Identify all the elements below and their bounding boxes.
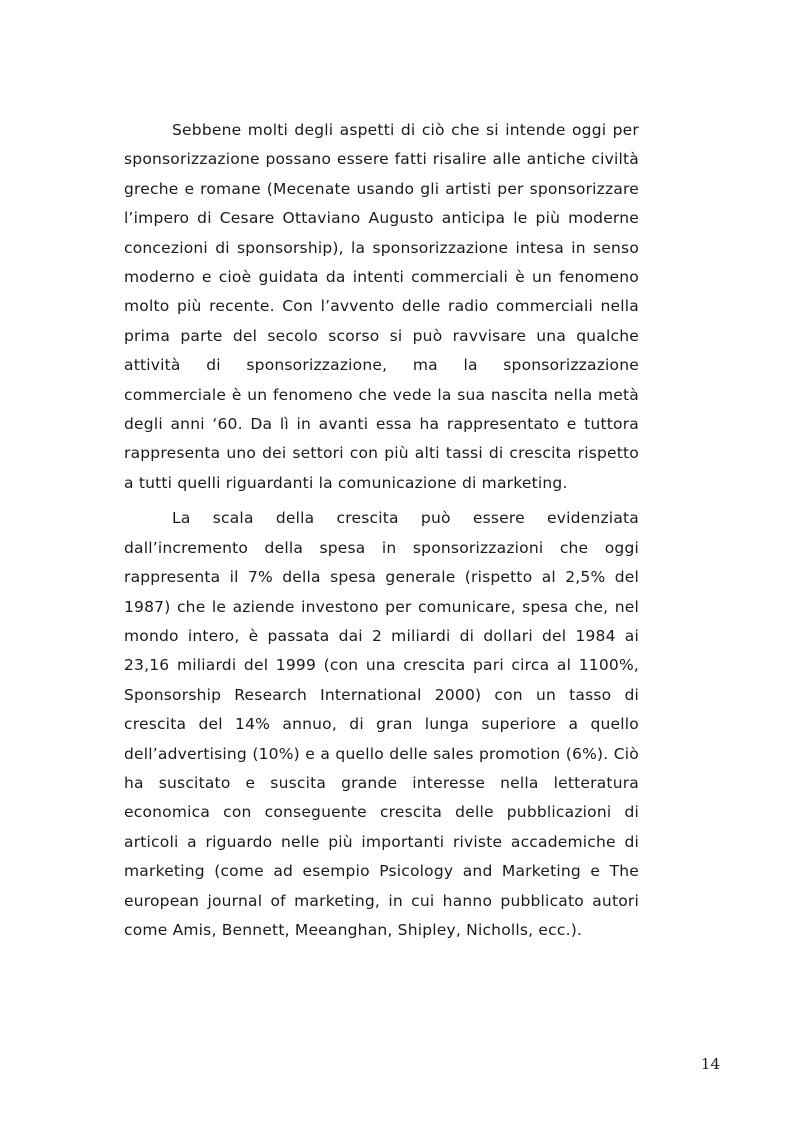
paragraph-2: La scala della crescita può essere evidenziata dall’incremento della spesa in sponsorizzazioni che oggi rappresenta il 7% della spesa generale (rispetto al 2,5% del 1987) che le aziende investono per comunicare, spesa che, nel mondo intero, è passata dai 2 miliardi di dollari del 1984 ai 23,16 miliardi del 1999 (con una crescita pari circa al 1100%, Sponsorship Research International 2000) con un tasso di crescita del 14% annuo, di gran lunga superiore a quello dell’advertising (10%) e a quello delle sales promotion (6%). Ciò ha suscitato e suscita grande interesse nella letteratura economica con conseguente crescita delle pubblicazioni di articoli a riguardo nelle più importanti riviste accademiche di marketing (come ad esempio Psicology and Marketing e The european journal of marketing, in cui hanno pubblicato autori come Amis, Bennett, Meeanghan, Shipley, Nicholls, ecc.). [124,509,639,939]
page-number: 14 [700,1055,720,1073]
body-text [124,116,639,945]
paragraph-1: Sebbene molti degli aspetti di ciò che si intende oggi per sponsorizzazione possano essere fatti risalire alle antiche civiltà greche e romane (Mecenate usando gli artisti per sponsorizzare l’impero di Cesare Ottaviano Augusto anticipa le più moderne concezioni di sponsorship), la sponsorizzazione intesa in senso moderno e cioè guidata da intenti commerciali è un fenomeno molto più recente. Con l’avvento delle radio commerciali nella prima parte del secolo scorso si può ravvisare una qualche attività di sponsorizzazione, ma la sponsorizzazione commerciale è un fenomeno che vede la sua nascita nella metà degli anni ‘60. Da lì in avanti essa ha rappresentato e tuttora rappresenta uno dei settori con più alti tassi di crescita rispetto a tutti quelli riguardanti la comunicazione di marketing. [124,121,639,492]
